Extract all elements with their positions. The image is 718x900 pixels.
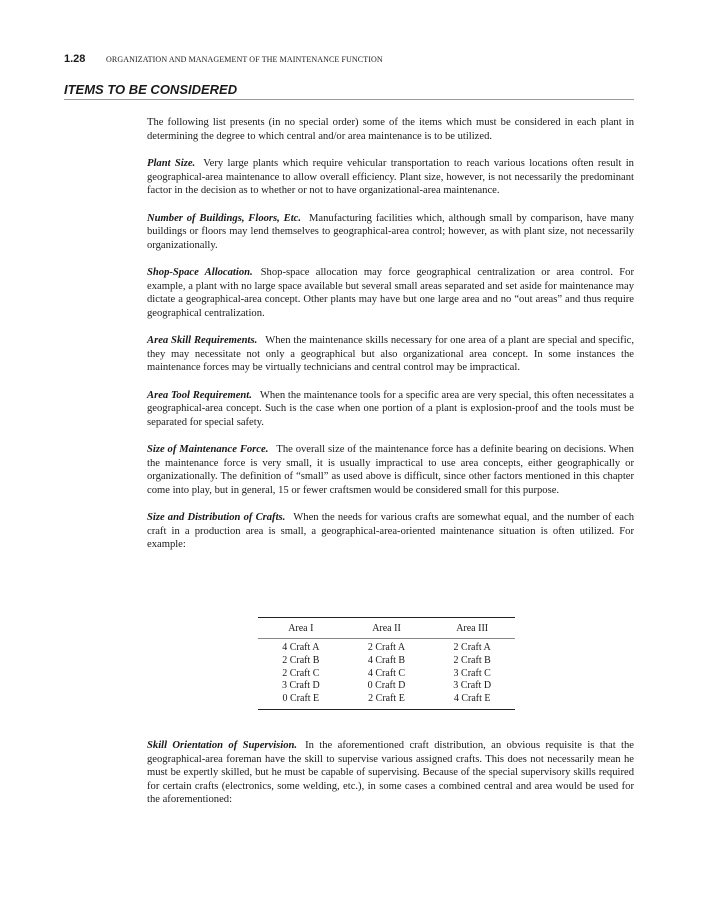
table-row: [258, 655, 515, 668]
runin-heading: Size of Maintenance Force.: [147, 444, 269, 455]
paragraph-craft-distribution: [147, 511, 634, 552]
table-row: [258, 693, 515, 709]
paragraph-area-skill: [147, 334, 634, 375]
paragraph-area-tool: [147, 389, 634, 430]
table-cell: 3 Craft D: [281, 680, 320, 692]
table-row: [258, 668, 515, 681]
paragraph-text: When the maintenance tools for a specific area are very special, this often necessitates a geographical-area concept. Such is the case when one portion of a plant is explosion-proof and the tools must be separated for special safety.: [147, 389, 635, 428]
craft-distribution-table: [258, 617, 515, 710]
paragraph-shop-space: [147, 266, 634, 320]
section-title: ITEMS TO BE CONSIDERED: [64, 82, 238, 97]
table-cell: 2 Craft C: [282, 667, 320, 679]
paragraph-force-size: [147, 443, 634, 497]
table-cell: 3 Craft D: [453, 680, 492, 692]
runin-heading: Plant Size.: [147, 158, 196, 169]
paragraph-buildings-floors: [147, 212, 634, 253]
table-header-row: [258, 618, 515, 639]
table-cell: 4 Craft E: [429, 693, 515, 709]
table-cell: 0 Craft D: [367, 680, 406, 692]
table-cell: 2 Craft E: [344, 693, 430, 709]
column-header: Area II: [344, 618, 430, 639]
table-cell: 4 Craft C: [367, 667, 406, 679]
table-cell: 2 Craft B: [282, 654, 320, 666]
runin-heading: Area Skill Requirements.: [147, 335, 258, 346]
table-cell: 2 Craft A: [453, 642, 491, 653]
paragraph-text: When the maintenance skills necessary for one area of a plant are special and specific, they may necessitate not only a geographical but also organizational area concept. In some instances the maintenance forces may be virtually technicians and central control may be impractical.: [147, 335, 635, 373]
section-rule: [64, 99, 634, 100]
table-cell: 0 Craft E: [258, 693, 344, 709]
table-row: [258, 639, 515, 655]
paragraph-plant-size: [147, 157, 634, 198]
body-text: [147, 116, 634, 566]
table-cell: 3 Craft C: [453, 667, 491, 679]
intro-paragraph: The following list presents (in no special order) some of the items which must be considered in each plant in determining the degree to which central and/or area maintenance is to be utilized.: [147, 117, 634, 142]
body-text-continued: [147, 739, 634, 821]
paragraph-supervision: [147, 739, 634, 807]
page-number: 1.28: [64, 53, 86, 65]
paragraph-text: Shop-space allocation may force geographical centralization or area control. For example, a plant with no large space available but several small areas separated and set aside for maintenance may dictate a geographical-area concept. Other plants may have but one large area and no “out areas” and thus require geographical centralization.: [147, 267, 634, 319]
table-cell: 2 Craft B: [453, 654, 491, 666]
runin-heading: Number of Buildings, Floors, Etc.: [147, 212, 302, 224]
runin-heading: Area Tool Requirement.: [147, 389, 252, 401]
table-cell: 4 Craft B: [367, 654, 406, 666]
table-cell: 4 Craft A: [282, 642, 320, 653]
craft-table: [258, 617, 515, 710]
runin-heading: Size and Distribution of Crafts.: [147, 512, 286, 523]
table-row: [258, 680, 515, 693]
table-cell: 2 Craft A: [367, 642, 406, 653]
paragraph-text: When the needs for various crafts are somewhat equal, and the number of each craft in a production area is small, a geographical-area-oriented maintenance situation is often utilized. For example:: [147, 512, 634, 550]
paragraph-text: Manufacturing facilities which, although small by comparison, have many buildings or floors may lend themselves to geographical-area control; however, as with plant size, not necessarily organizationally.: [147, 212, 634, 251]
running-head: ORGANIZATION AND MANAGEMENT OF THE MAINTENANCE FUNCTION: [106, 55, 383, 64]
paragraph-text: In the aforementioned craft distribution, an obvious requisite is that the geographical-area foreman have the skill to supervise various assigned crafts. This does not necessarily mean he must be expertly skilled, but he must be capable of supervising. Because of the special supervisory skills required for certain crafts (electronics, some welding, etc.), in some cases a combined central and area would be used for the aforementioned:: [147, 740, 634, 805]
page-header: [64, 53, 644, 67]
column-header: Area III: [429, 618, 515, 639]
paragraph-text: The overall size of the maintenance force has a definite bearing on decisions. When the maintenance force is very small, it is usually impractical to use area concepts, either geographically or organizationally. The definition of “small” as used above is difficult, since other factors mentioned in this chapter come into play, but in general, 15 or fewer craftsmen would be considered small for this purpose.: [147, 444, 634, 496]
column-header: Area I: [258, 618, 344, 639]
paragraph-text: Very large plants which require vehicular transportation to reach various locations often result in geographical-area maintenance to allow overall efficiency. Plant size, however, is not necessarily the predominant factor in the decision as to whether or not to have organizational-area maintenance.: [147, 158, 634, 196]
runin-heading: Skill Orientation of Supervision.: [147, 740, 298, 751]
runin-heading: Shop-Space Allocation.: [147, 267, 253, 278]
